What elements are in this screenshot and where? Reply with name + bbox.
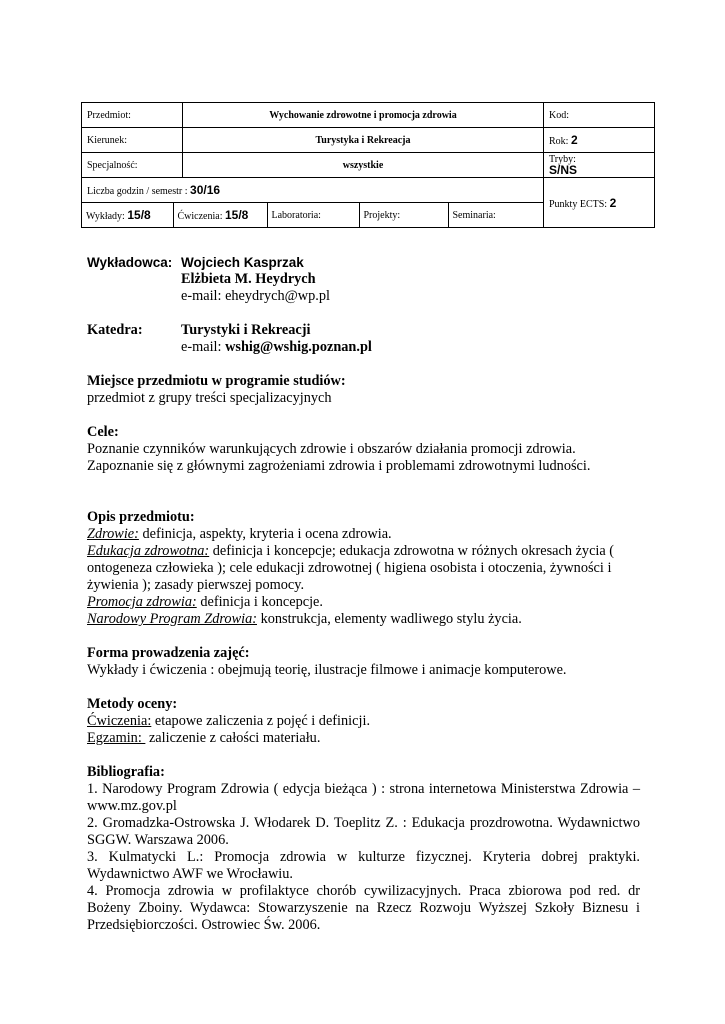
opis-term: Narodowy Program Zdrowia: [87, 611, 257, 627]
laboratoria-label: Laboratoria: [267, 203, 359, 227]
punkty-ects-cell [544, 178, 655, 228]
cwiczenia-value: 15/8 [224, 208, 249, 222]
miejsce-section [87, 373, 640, 407]
seminaria-label: Seminaria: [448, 203, 543, 227]
bibliografia-item: 3. Kulmatycki L.: Promocja zdrowia w kulturze fizycznej. Kryteria dobrej praktyki. Wydawnictwo AWF we Wrocławiu. [87, 849, 640, 882]
opis-term: Promocja zdrowia: [87, 594, 197, 610]
forma-section [87, 645, 640, 679]
metody-egzamin-term: Egzamin: [87, 730, 146, 746]
opis-section [87, 509, 640, 628]
rok-cell [544, 128, 655, 153]
opis-term: Zdrowie: [87, 526, 139, 542]
opis-text: definicja i koncepcje; edukacja zdrowotna w różnych okresach życia ( ontogeneza człowieka ); cele edukacji zdrowotnej ( higiena osobista i otoczenia, żywności i żywienia ); zasady pierwszej pomocy. [87, 543, 615, 593]
metody-section [87, 696, 640, 747]
punkty-ects-value: 2 [609, 195, 617, 210]
bibliografia-title: Bibliografia: [87, 764, 165, 780]
katedra-label: Katedra: [87, 322, 143, 338]
cele-line-2: Zapoznanie się z głównymi zagrożeniami zdrowia i problemami zdrowotnymi ludności. [87, 458, 591, 474]
opis-item [87, 526, 640, 543]
punkty-ects-label: Punkty ECTS: [549, 198, 608, 210]
kod-label: Kod: [544, 103, 655, 128]
metody-title: Metody oceny: [87, 696, 178, 712]
hours-breakdown-cell [82, 203, 544, 228]
metody-egzamin-text: zaliczenie z całości materiału. [145, 730, 321, 746]
specjalnosc-value: wszystkie [183, 153, 544, 178]
course-description [87, 254, 640, 934]
opis-item [87, 543, 640, 594]
hours-breakdown-table [82, 203, 543, 227]
opis-item [87, 594, 640, 611]
bibliografia-item: 2. Gromadzka-Ostrowska J. Włodarek D. Toeplitz Z. : Edukacja prozdrowotna. Wydawnictwo SGGW. Warszawa 2006. [87, 815, 640, 848]
wykladowca-section [87, 254, 640, 305]
course-header-table [81, 102, 655, 228]
wykladowca-label: Wykładowca: [87, 255, 173, 270]
forma-title: Forma prowadzenia zajęć: [87, 645, 250, 661]
opis-text: definicja i koncepcje. [196, 594, 323, 610]
metody-cwiczenia-term: Ćwiczenia: [87, 713, 152, 729]
tryby-value: S/NS [549, 163, 578, 177]
cele-line-1: Poznanie czynników warunkujących zdrowie i obszarów działania promocji zdrowia. [87, 441, 576, 457]
bibliografia-item: 1. Narodowy Program Zdrowia ( edycja bieżąca ) : strona internetowa Ministerstwa Zdrowia – www.mz.gov.pl [87, 781, 640, 814]
opis-item [87, 611, 640, 628]
specjalnosc-label: Specjalność: [82, 153, 183, 178]
opis-text: definicja, aspekty, kryteria i ocena zdrowia. [138, 526, 392, 542]
metody-cwiczenia-text: etapowe zaliczenia z pojęć i definicji. [151, 713, 371, 729]
opis-text: konstrukcja, elementy wadliwego stylu życia. [257, 611, 522, 627]
wykladowca-email: e-mail: eheydrych@wp.pl [181, 288, 330, 304]
cele-section [87, 424, 640, 475]
opis-term: Edukacja zdrowotna: [87, 543, 210, 559]
wyklady-label: Wykłady: [86, 211, 125, 222]
wykladowca-name-2: Elżbieta M. Heydrych [181, 271, 316, 287]
wyklady-cell [82, 203, 173, 227]
projekty-label: Projekty: [359, 203, 448, 227]
opis-title: Opis przedmiotu: [87, 509, 195, 525]
tryby-label: Tryby: [549, 154, 576, 165]
rok-value: 2 [570, 133, 578, 147]
metody-cwiczenia [87, 713, 640, 730]
liczba-godzin-value: 30/16 [190, 183, 221, 197]
miejsce-title: Miejsce przedmiotu w programie studiów: [87, 373, 346, 389]
cwiczenia-label: Ćwiczenia: [177, 211, 223, 222]
wykladowca-name-1: Wojciech Kasprzak [181, 255, 304, 270]
bibliografia-item: 4. Promocja zdrowia w profilaktyce chorób cywilizacyjnych. Praca zbiorowa pod red. dr Bożeny Zboiny. Wydawca: Stowarzyszenie na Rzecz Rozwoju Wyższej Szkoły Biznesu i Przedsiębiorczości. Ostrowiec Św. 2006. [87, 883, 640, 933]
rok-label: Rok: [549, 136, 569, 147]
przedmiot-value: Wychowanie zdrowotne i promocja zdrowia [183, 103, 544, 128]
cele-title: Cele: [87, 424, 119, 440]
miejsce-text: przedmiot z grupy treści specjalizacyjnych [87, 390, 332, 406]
katedra-email: wshig@wshig.poznan.pl [225, 339, 372, 355]
kierunek-value: Turystyka i Rekreacja [183, 128, 544, 153]
katedra-section [87, 322, 640, 356]
katedra-name: Turystyki i Rekreacji [181, 322, 311, 338]
forma-text: Wykłady i ćwiczenia : obejmują teorię, ilustracje filmowe i animacje komputerowe. [87, 662, 567, 678]
tryby-cell [544, 153, 655, 178]
kierunek-label: Kierunek: [82, 128, 183, 153]
cwiczenia-cell [173, 203, 267, 227]
przedmiot-label: Przedmiot: [82, 103, 183, 128]
liczba-godzin-cell [82, 178, 544, 203]
bibliografia-section [87, 764, 640, 934]
katedra-email-prefix: e-mail: [181, 339, 226, 355]
metody-egzamin [87, 730, 640, 747]
liczba-godzin-label: Liczba godzin / semestr : [87, 186, 188, 197]
wyklady-value: 15/8 [127, 208, 151, 222]
